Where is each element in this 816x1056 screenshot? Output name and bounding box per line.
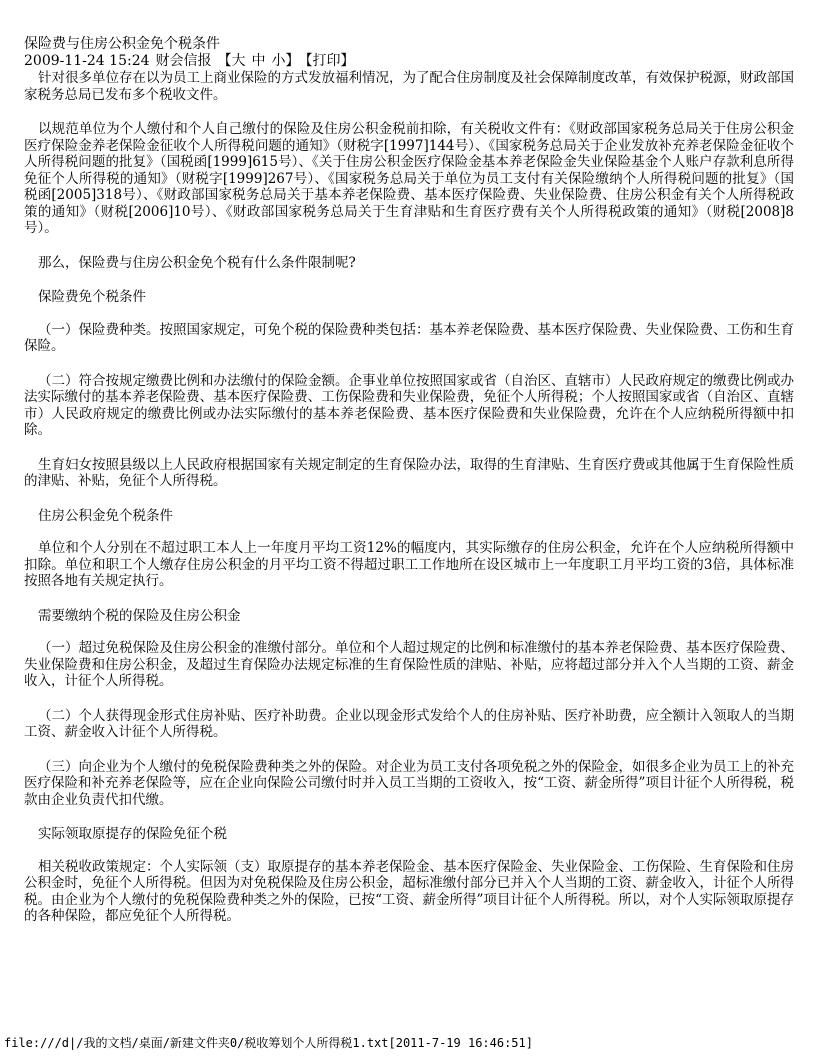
section-paragraph: （二）符合按规定缴费比例和办法缴付的保险金额。企事业单位按照国家或省（自治区、直辖市）人民政府规定的缴费比例或办法实际缴付的基本养老保险费、基本医疗保险费、工伤保险费和失业保险费，免征个人所得税；个人按照国家或省（自治区、直辖市）人民政府规定的缴费比例或办法实际缴付的基本养老保险费、基本医疗保险费和失业保险费，允许在个人应纳税所得额中扣除。 [24,372,794,438]
section-heading: 保险费免个税条件 [38,289,146,305]
section-paragraph: 生育妇女按照县级以上人民政府根据国家有关规定制定的生育保险办法，取得的生育津贴、生育医疗费或其他属于生育保险性质的津贴、补贴，免征个人所得税。 [24,456,794,489]
article-title: 保险费与住房公积金免个税条件 [24,36,220,52]
article [24,36,794,939]
font-size-small-link[interactable]: 小】 [271,53,300,69]
section-heading: 住房公积金免个税条件 [38,507,173,524]
article-source: 财会信报 [155,53,212,69]
article-date: 2009-11-24 15:24 [24,53,150,69]
question-paragraph: 那么，保险费与住房公积金免个税有什么条件限制呢? [38,254,356,271]
file-path-footer: file:///d|/我的文档/桌面/新建文件夹0/税收筹划个人所得税1.txt[2011-7-19 16:46:51] [4,1036,533,1050]
article-meta [24,53,794,70]
regulations-paragraph: 以规范单位为个人缴付和个人自己缴付的保险及住房公积金税前扣除，有关税收文件有：《财政部国家税务总局关于住房公积金医疗保险金养老保险金征收个人所得税问题的通知》（财税字[1997]144号）、《国家税务总局关于企业发放补充养老保险金征收个人所得税问题的批复》（国税函[1999]615号）、《关于住房公积金医疗保险金基本养老保险金失业保险基金个人账户存款利息所得免征个人所得税的通知》（财税字[1999]267号）、《国家税务总局关于单位为员工支付有关保险缴纳个人所得税问题的批复》（国税函[2005]318号）、《财政部国家税务总局关于基本养老保险费、基本医疗保险费、失业保险费、住房公积金有关个人所得税政策的通知》（财税[2006]10号）、《财政部国家税务总局关于生育津贴和生育医疗费有关个人所得税政策的通知》（财税[2008]8号）。 [24,121,794,236]
section-paragraph: （一）保险费种类。按照国家规定，可免个税的保险费种类包括：基本养老保险费、基本医疗保险费、失业保险费、工伤和生育保险。 [24,321,794,354]
section-paragraph: 单位和个人分别在不超过职工本人上一年度月平均工资12%的幅度内，其实际缴存的住房公积金，允许在个人应纳税所得额中扣除。单位和职工个人缴存住房公积金的月平均工资不得超过职工工作地所在设区城市上一年度职工月平均工资的3倍，具体标准按照各地有关规定执行。 [24,540,794,589]
print-link[interactable]: 【打印】 [305,53,355,69]
section-paragraph: （二）个人获得现金形式住房补贴、医疗补助费。企业以现金形式发给个人的住房补贴、医疗补助费，应全额计入领取人的当期工资、薪金收入计征个人所得税。 [24,707,794,740]
font-size-large-link[interactable]: 【大 [217,53,246,69]
section-paragraph: （三）向企业为个人缴付的免税保险费种类之外的保险。对企业为员工支付各项免税之外的保险金，如很多企业为员工上的补充医疗保险和补充养老保险等，应在企业向保险公司缴付时并入员工当期的工资收入，按“工资、薪金所得”项目计征个人所得税，税款由企业负责代扣代缴。 [24,758,794,808]
section-paragraph: 相关税收政策规定：个人实际领（支）取原提存的基本养老保险金、基本医疗保险金、失业保险金、工伤保险、生育保险和住房公积金时，免征个人所得税。但因为对免税保险及住房公积金，超标准缴付部分已并入个人当期的工资、薪金收入，计征个人所得税。由企业为个人缴付的免税保险费种类之外的保险，已按“工资、薪金所得”项目计征个人所得税。所以，对个人实际领取原提存的各种保险，都应免征个人所得税。 [24,858,794,924]
section-heading: 需要缴纳个税的保险及住房公积金 [38,607,241,624]
section-heading: 实际领取原提存的保险免征个税 [38,826,227,842]
section-paragraph: （一）超过免税保险及住房公积金的准缴付部分。单位和个人超过规定的比例和标准缴付的基本养老保险费、基本医疗保险费、失业保险费和住房公积金，及超过生育保险办法规定标准的生育保险性质的津贴、补贴，应将超过部分并入个人当期的工资、薪金收入，计征个人所得税。 [24,640,794,689]
font-size-medium-link[interactable]: 中 [251,53,266,69]
intro-paragraph: 针对很多单位存在以为员工上商业保险的方式发放福利情况，为了配合住房制度及社会保障制度改革，有效保护税源，财政部国家税务总局已发布多个税收文件。 [24,70,794,103]
